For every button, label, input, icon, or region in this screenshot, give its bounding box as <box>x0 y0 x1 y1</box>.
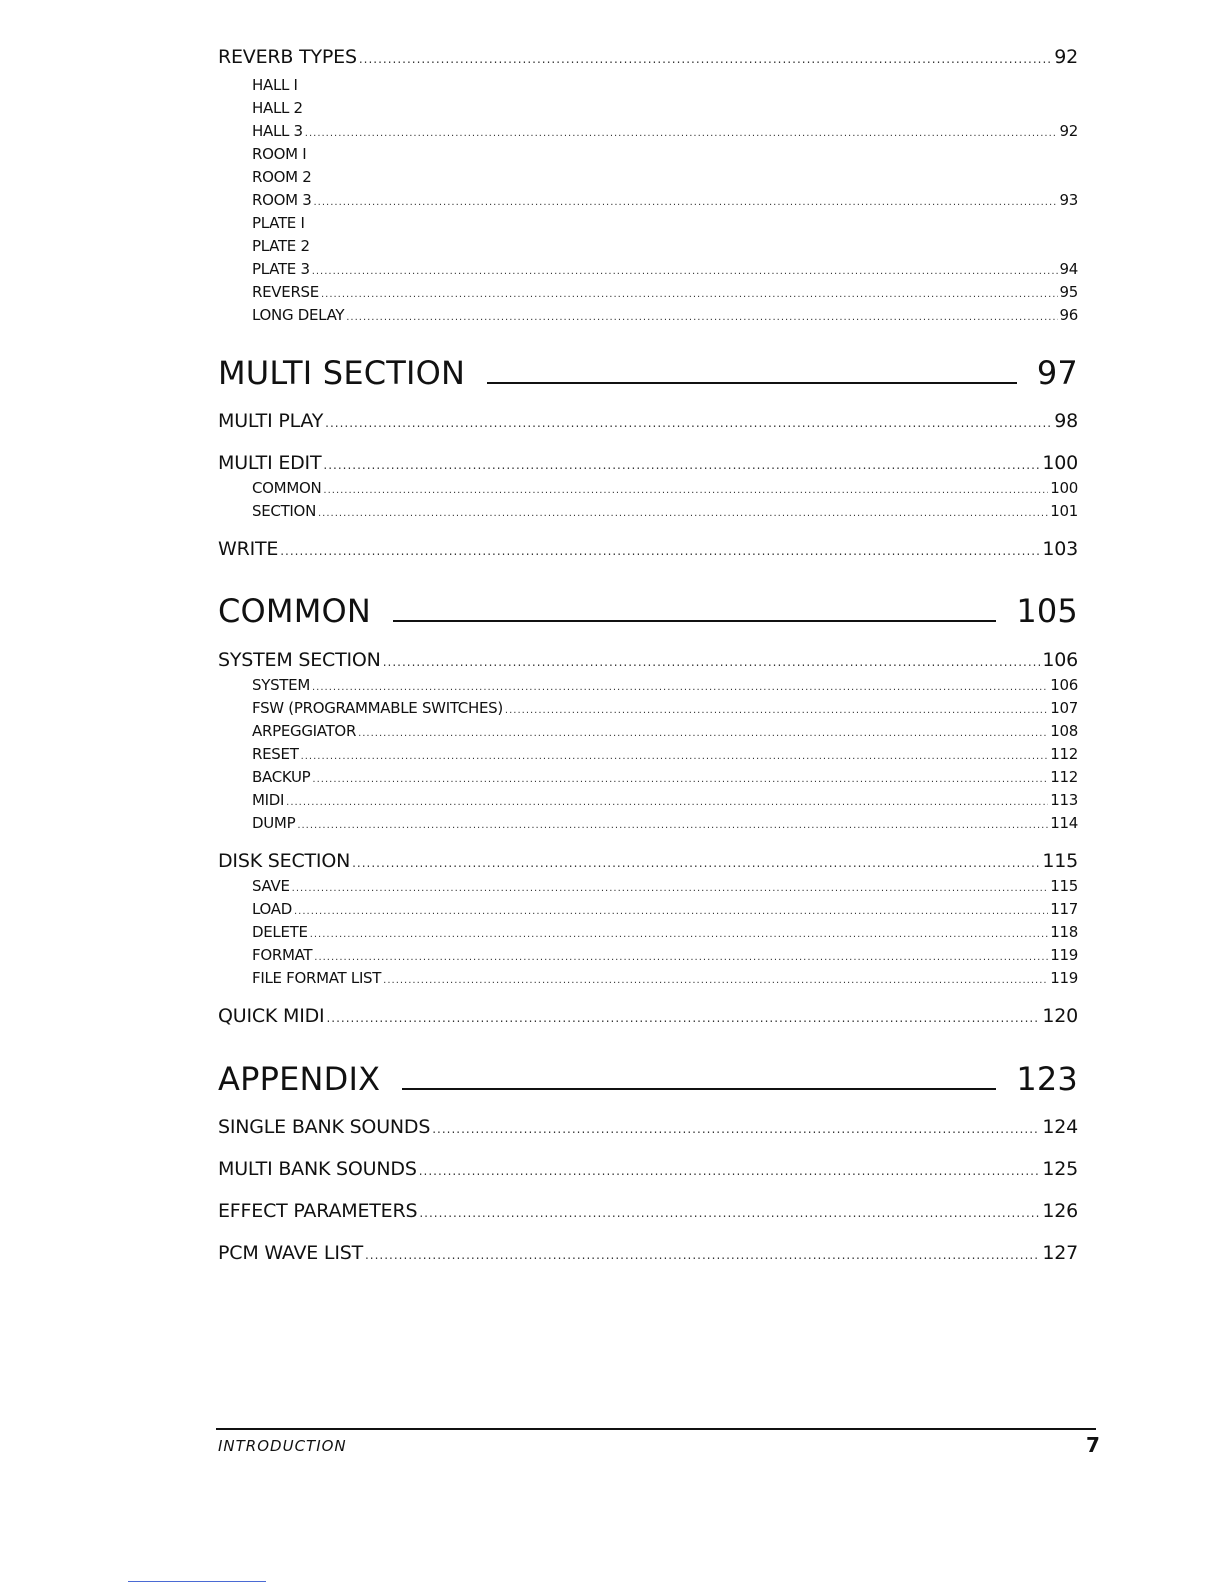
toc-entry-label: MULTI PLAY <box>218 410 324 432</box>
toc-subentry-page: 96 <box>1059 306 1078 324</box>
toc-entry-page: 125 <box>1042 1158 1078 1180</box>
toc-subentry-label: HALL 2 <box>252 99 303 117</box>
toc-subentry-reset <box>218 745 1078 768</box>
toc-subentry-room-1 <box>218 145 1078 168</box>
footer-section-name: INTRODUCTION <box>218 1437 347 1455</box>
chapter-rule <box>393 619 996 622</box>
leader-dots <box>365 1248 1040 1262</box>
toc-entry-label: SYSTEM SECTION <box>218 649 381 671</box>
toc-subentry-label: DUMP <box>252 814 296 832</box>
toc-subentry-page: 92 <box>1059 122 1078 140</box>
leader-dots <box>286 797 1048 808</box>
chapter-title: COMMON <box>218 592 372 630</box>
toc-subentry-label: DELETE <box>252 923 308 941</box>
toc-entry-reverb-types <box>218 46 1078 76</box>
toc-subentry-save <box>218 877 1078 900</box>
leader-dots <box>323 485 1048 496</box>
toc-subentry-label: SAVE <box>252 877 290 895</box>
leader-dots <box>505 705 1048 716</box>
toc-subentry-label: PLATE I <box>252 214 305 232</box>
toc-entry-label: WRITE <box>218 538 279 560</box>
toc-subentry-plate-3 <box>218 260 1078 283</box>
leader-dots <box>314 197 1058 208</box>
toc-subentry-arpeggiator <box>218 722 1078 745</box>
leader-dots <box>419 1164 1041 1178</box>
toc-entry-multi-bank-sounds <box>218 1158 1078 1200</box>
toc-entry-label: REVERB TYPES <box>218 46 357 68</box>
toc-subentry-page: 117 <box>1050 900 1078 918</box>
toc-subentry-fsw <box>218 699 1078 722</box>
leader-dots <box>312 682 1048 693</box>
toc-subentry-page: 118 <box>1050 923 1078 941</box>
leader-dots <box>314 952 1048 963</box>
leader-dots <box>419 1206 1040 1220</box>
leader-dots <box>346 312 1057 323</box>
toc-subentry-label: ROOM 2 <box>252 168 312 186</box>
toc-subentry-load <box>218 900 1078 923</box>
toc-subentry-label: SECTION <box>252 502 316 520</box>
chapter-heading-appendix <box>218 1060 1078 1098</box>
toc-subentry-page: 113 <box>1050 791 1078 809</box>
toc-subentry-plate-1 <box>218 214 1078 237</box>
toc-entry-quick-midi <box>218 1005 1078 1035</box>
toc-subentry-section <box>218 502 1078 538</box>
leader-dots <box>323 458 1040 472</box>
leader-dots <box>383 975 1048 986</box>
toc-subentry-reverse <box>218 283 1078 306</box>
toc-subentry-label: PLATE 3 <box>252 260 310 278</box>
toc-subentry-page: 108 <box>1050 722 1078 740</box>
toc-subentry-label: FSW (PROGRAMMABLE SWITCHES) <box>252 699 503 717</box>
toc-subentry-label: LOAD <box>252 900 292 918</box>
chapter-rule <box>487 381 1017 384</box>
leader-dots <box>312 266 1058 277</box>
toc-subentry-page: 115 <box>1050 877 1078 895</box>
leader-dots <box>312 774 1048 785</box>
leader-dots <box>352 856 1040 870</box>
toc-entry-page: 120 <box>1042 1005 1078 1027</box>
leader-dots <box>292 883 1049 894</box>
toc-entry-page: 127 <box>1042 1242 1078 1264</box>
leader-dots <box>432 1122 1040 1136</box>
leader-dots <box>280 544 1040 558</box>
toc-entry-page: 126 <box>1042 1200 1078 1222</box>
chapter-page: 97 <box>1036 354 1078 392</box>
toc-common-block <box>218 649 1078 1035</box>
toc-subentry-system <box>218 676 1078 699</box>
toc-subentry-page: 101 <box>1050 502 1078 520</box>
toc-entry-write <box>218 538 1078 568</box>
chapter-heading-multi <box>218 354 1078 392</box>
toc-subentry-page: 119 <box>1050 969 1078 987</box>
leader-dots <box>383 655 1041 669</box>
toc-subentry-page: 112 <box>1050 768 1078 786</box>
footer-rule <box>216 1428 1096 1430</box>
toc-entry-label: SINGLE BANK SOUNDS <box>218 1116 431 1138</box>
chapter-title: APPENDIX <box>218 1060 381 1098</box>
toc-subentry-label: ROOM 3 <box>252 191 312 209</box>
toc-subentry-page: 119 <box>1050 946 1078 964</box>
chapter-title: MULTI SECTION <box>218 354 466 392</box>
toc-subentry-page: 114 <box>1050 814 1078 832</box>
leader-dots <box>321 289 1058 300</box>
leader-dots <box>305 128 1058 139</box>
leader-dots <box>358 728 1048 739</box>
toc-subentry-page: 100 <box>1050 479 1078 497</box>
toc-subentry-dump <box>218 814 1078 850</box>
leader-dots <box>297 820 1048 831</box>
toc-multi-block <box>218 410 1078 568</box>
toc-entry-multi-edit <box>218 452 1078 479</box>
toc-subentry-label: COMMON <box>252 479 322 497</box>
toc-subentry-midi <box>218 791 1078 814</box>
chapter-common <box>218 592 1078 630</box>
toc-subentry-hall-2 <box>218 99 1078 122</box>
toc-entry-label: MULTI EDIT <box>218 452 322 474</box>
toc-subentry-label: FILE FORMAT LIST <box>252 969 382 987</box>
toc-subentry-backup <box>218 768 1078 791</box>
toc-subentry-page: 94 <box>1059 260 1078 278</box>
leader-dots <box>294 906 1048 917</box>
leader-dots <box>325 416 1052 430</box>
toc-subentry-label: RESET <box>252 745 299 763</box>
toc-subentry-page: 107 <box>1050 699 1078 717</box>
toc-subentry-long-delay <box>218 306 1078 329</box>
leader-dots <box>359 52 1052 66</box>
footer-page-number: 7 <box>1086 1433 1100 1457</box>
leader-dots <box>318 508 1048 519</box>
toc-entry-page: 92 <box>1054 46 1078 68</box>
chapter-multi-section <box>218 354 1078 392</box>
leader-dots <box>301 751 1049 762</box>
toc-entry-label: PCM WAVE LIST <box>218 1242 363 1264</box>
toc-entry-label: MULTI BANK SOUNDS <box>218 1158 417 1180</box>
toc-subentry-page: 112 <box>1050 745 1078 763</box>
toc-subentry-plate-2 <box>218 237 1078 260</box>
toc-subentry-page: 93 <box>1059 191 1078 209</box>
chapter-page: 105 <box>1016 592 1078 630</box>
chapter-heading-common <box>218 592 1078 630</box>
toc-subentry-page: 95 <box>1059 283 1078 301</box>
toc-entry-page: 98 <box>1054 410 1078 432</box>
toc-reverb-block <box>218 46 1078 329</box>
toc-subentry-format <box>218 946 1078 969</box>
toc-entry-page: 124 <box>1042 1116 1078 1138</box>
toc-subentry-label: LONG DELAY <box>252 306 345 324</box>
toc-entry-single-bank-sounds <box>218 1116 1078 1158</box>
toc-subentry-room-3 <box>218 191 1078 214</box>
bottom-link-underline <box>128 1581 266 1582</box>
toc-entry-label: DISK SECTION <box>218 850 351 872</box>
toc-subentry-label: MIDI <box>252 791 285 809</box>
toc-entry-disk-section <box>218 850 1078 877</box>
toc-subentry-label: ROOM I <box>252 145 307 163</box>
chapter-rule <box>402 1087 996 1090</box>
toc-subentry-room-2 <box>218 168 1078 191</box>
leader-dots <box>326 1011 1040 1025</box>
toc-entry-page: 103 <box>1042 538 1078 560</box>
toc-subentry-label: HALL I <box>252 76 298 94</box>
chapter-page: 123 <box>1016 1060 1078 1098</box>
toc-subentry-label: REVERSE <box>252 283 319 301</box>
toc-subentry-label: PLATE 2 <box>252 237 310 255</box>
toc-entry-page: 100 <box>1042 452 1078 474</box>
toc-subentry-label: FORMAT <box>252 946 313 964</box>
toc-entry-label: QUICK MIDI <box>218 1005 325 1027</box>
toc-subentry-hall-1 <box>218 76 1078 99</box>
toc-entry-page: 106 <box>1042 649 1078 671</box>
toc-entry-system-section <box>218 649 1078 676</box>
toc-entry-page: 115 <box>1042 850 1078 872</box>
toc-subentry-delete <box>218 923 1078 946</box>
leader-dots <box>310 929 1049 940</box>
toc-appendix-block <box>218 1116 1078 1284</box>
toc-subentry-file-format-list <box>218 969 1078 1005</box>
toc-subentry-hall-3 <box>218 122 1078 145</box>
toc-entry-effect-parameters <box>218 1200 1078 1242</box>
toc-subentry-label: ARPEGGIATOR <box>252 722 357 740</box>
toc-subentry-label: HALL 3 <box>252 122 303 140</box>
toc-subentry-page: 106 <box>1050 676 1078 694</box>
chapter-appendix <box>218 1060 1078 1098</box>
toc-subentry-label: SYSTEM <box>252 676 310 694</box>
toc-subentry-label: BACKUP <box>252 768 311 786</box>
toc-subentry-common <box>218 479 1078 502</box>
toc-entry-label: EFFECT PARAMETERS <box>218 1200 418 1222</box>
toc-entry-multi-play <box>218 410 1078 452</box>
toc-entry-pcm-wave-list <box>218 1242 1078 1284</box>
